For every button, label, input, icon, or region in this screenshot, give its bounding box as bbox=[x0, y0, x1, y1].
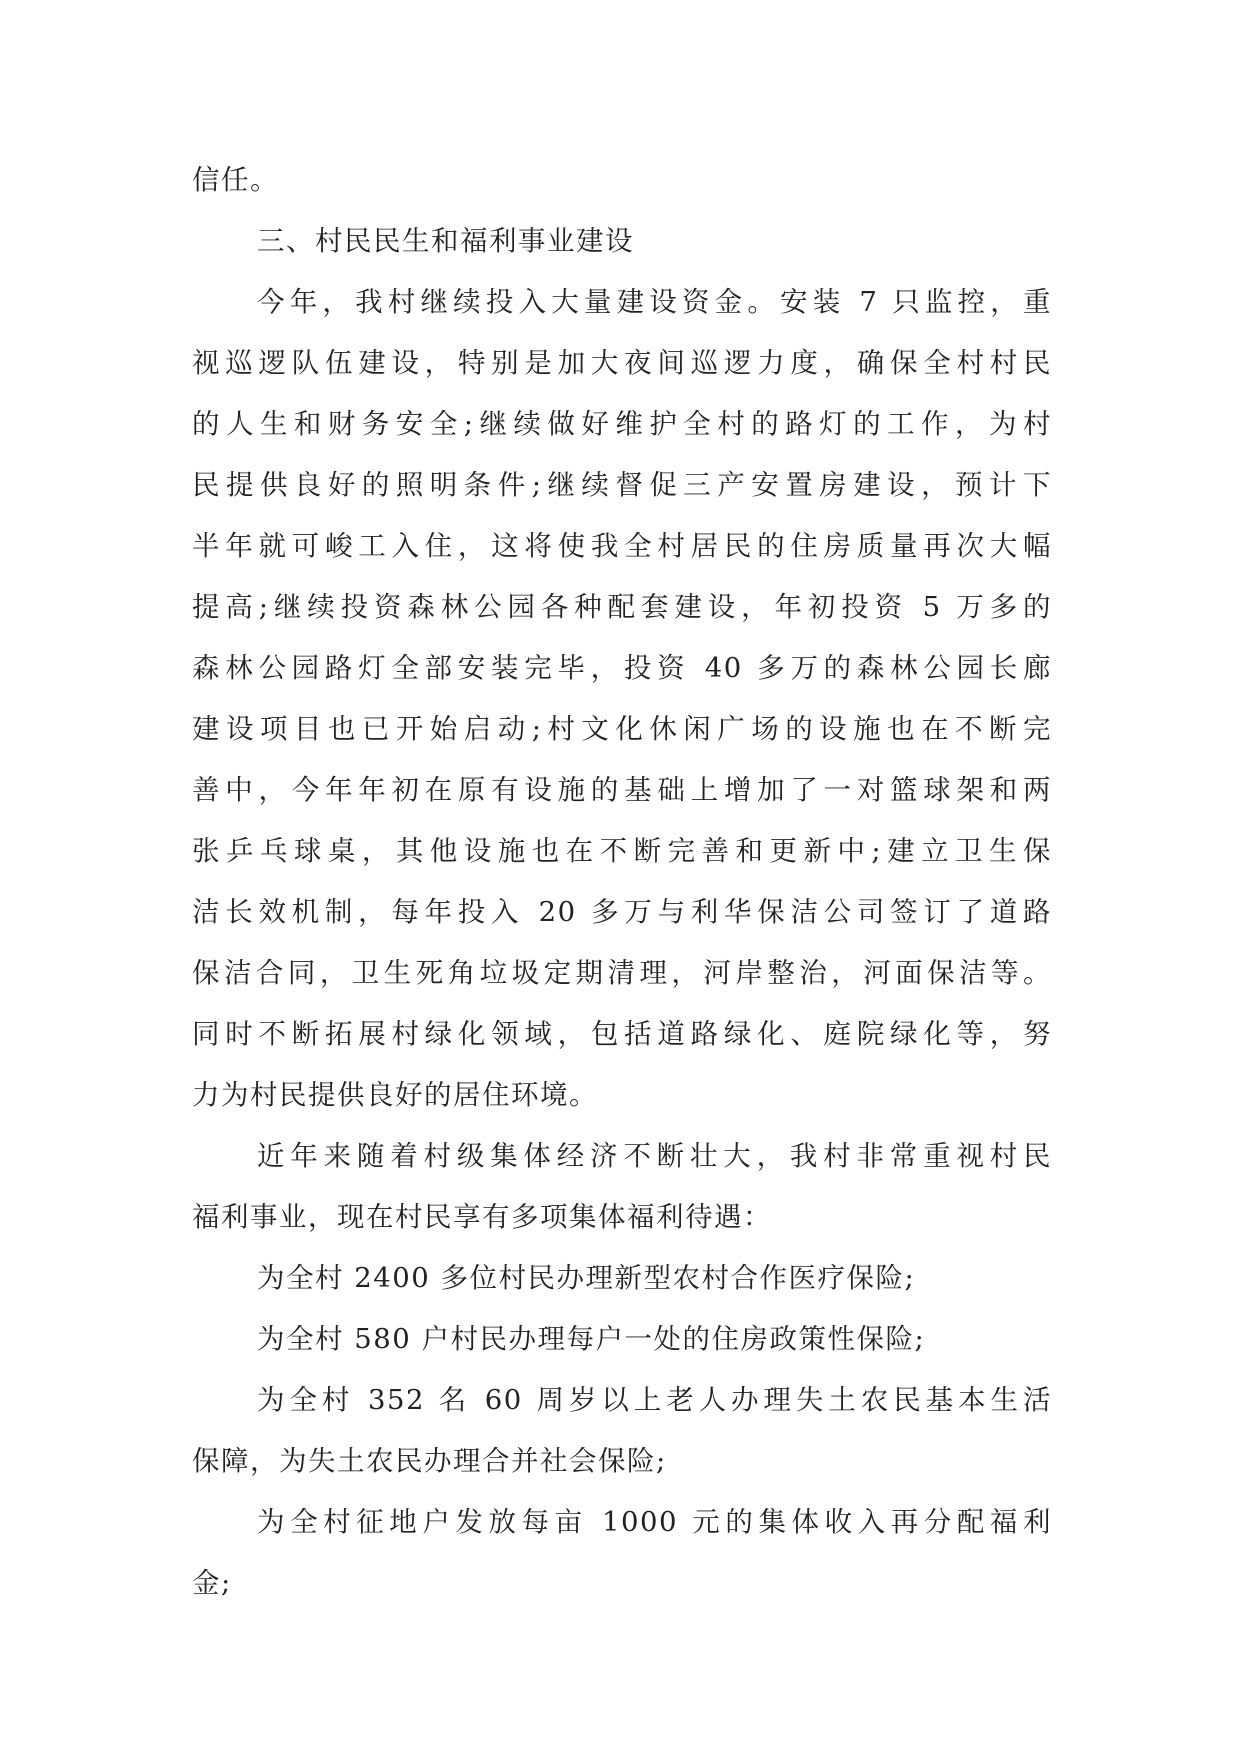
text-line: 金; bbox=[192, 1567, 232, 1599]
text-line: 今年，我村继续投入大量建设资金。安装 7 只监控，重 bbox=[257, 286, 1052, 318]
text-line: 善中，今年年初在原有设施的基础上增加了一对篮球架和两 bbox=[192, 774, 1052, 806]
text-line: 半年就可峻工入住，这将使我全村居民的住房质量再次大幅 bbox=[192, 530, 1052, 562]
text-line: 保洁合同，卫生死角垃圾定期清理，河岸整治，河面保洁等。 bbox=[192, 957, 1052, 989]
text-line: 为全村 2400 多位村民办理新型农村合作医疗保险; bbox=[257, 1262, 916, 1294]
text-line: 的人生和财务安全;继续做好维护全村的路灯的工作，为村 bbox=[192, 408, 1052, 440]
text-line: 提高;继续投资森林公园各种配套建设，年初投资 5 万多的 bbox=[192, 591, 1052, 623]
document-body bbox=[192, 150, 1052, 1614]
text-line: 建设项目也已开始启动;村文化休闲广场的设施也在不断完 bbox=[192, 713, 1052, 745]
text-line: 视巡逻队伍建设，特别是加大夜间巡逻力度，确保全村村民 bbox=[192, 347, 1052, 379]
text-line: 福利事业，现在村民享有多项集体福利待遇： bbox=[192, 1201, 772, 1233]
text-line: 森林公园路灯全部安装完毕，投资 40 多万的森林公园长廊 bbox=[192, 652, 1052, 684]
text-line: 张乒乓球桌，其他设施也在不断完善和更新中;建立卫生保 bbox=[192, 835, 1052, 867]
text-line: 洁长效机制，每年投入 20 多万与利华保洁公司签订了道路 bbox=[192, 896, 1052, 928]
text-line: 为全村 352 名 60 周岁以上老人办理失土农民基本生活 bbox=[257, 1384, 1052, 1416]
text-line: 为全村 580 户村民办理每户一处的住房政策性保险; bbox=[257, 1323, 926, 1355]
text-line: 保障，为失土农民办理合并社会保险; bbox=[192, 1445, 667, 1477]
text-line: 信任。 bbox=[192, 164, 279, 196]
text-line: 力为村民提供良好的居住环境。 bbox=[192, 1079, 598, 1111]
text-line: 近年来随着村级集体经济不断壮大，我村非常重视村民 bbox=[257, 1140, 1052, 1172]
text-line: 民提供良好的照明条件;继续督促三产安置房建设，预计下 bbox=[192, 469, 1052, 501]
text-line: 为全村征地户发放每亩 1000 元的集体收入再分配福利 bbox=[257, 1506, 1052, 1538]
text-line: 三、村民民生和福利事业建设 bbox=[257, 225, 634, 257]
text-line: 同时不断拓展村绿化领域，包括道路绿化、庭院绿化等，努 bbox=[192, 1018, 1052, 1050]
